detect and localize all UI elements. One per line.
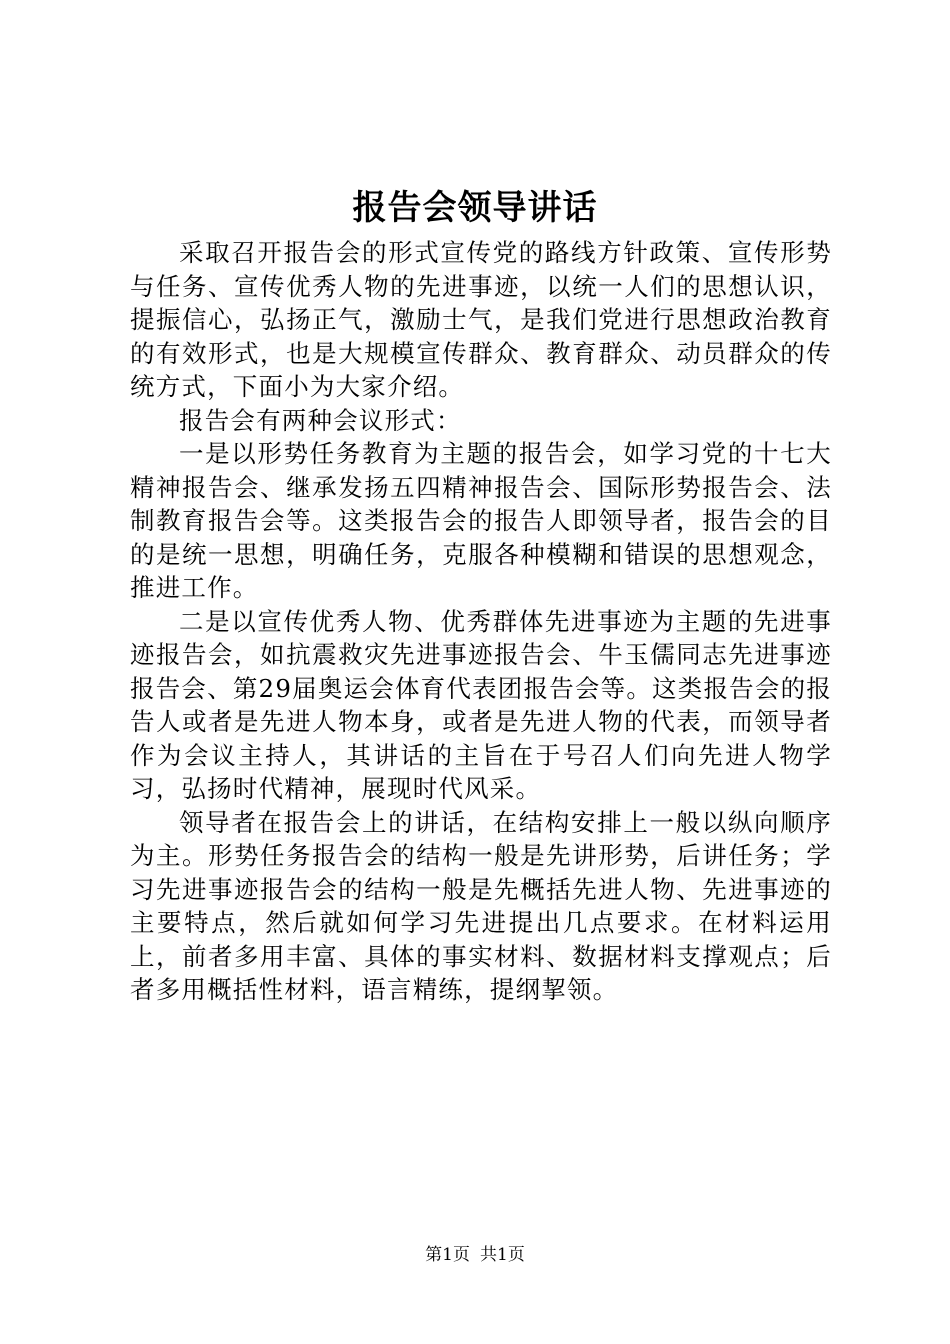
document-body [130,236,832,1007]
paragraph-intro: 采取召开报告会的形式宣传党的路线方针政策、宣传形势与任务、宣传优秀人物的先进事迹，以统一人们的思想认识，提振信心，弘扬正气，激励士气，是我们党进行思想政治教育的有效形式，也是大规模宣传群众、教育群众、动员群众的传统方式，下面小为大家介绍。 [130,238,832,401]
page-number: 第1页 [425,1245,470,1265]
paragraph-form-two: 二是以宣传优秀人物、优秀群体先进事迹为主题的先进事迹报告会，如抗震救灾先进事迹报告会、牛玉儒同志先进事迹报告会、第29届奥运会体育代表团报告会等。这类报告会的报告人或者是先进人物本身，或者是先进人物的代表，而领导者作为会议主持人，其讲话的主旨在于号召人们向先进人物学习，弘扬时代精神，展现时代风采。 [130,606,832,803]
page-total: 共1页 [480,1245,525,1265]
document-title: 报告会领导讲话 [352,188,598,228]
page-footer [0,1243,950,1267]
paragraph-structure: 领导者在报告会上的讲话，在结构安排上一般以纵向顺序为主。形势任务报告会的结构一般是先讲形势，后讲任务；学习先进事迹报告会的结构一般是先概括先进人物、先进事迹的主要特点，然后就如何学习先进提出几点要求。在材料运用上，前者多用丰富、具体的事实材料、数据材料支撑观点；后者多用概括性材料，语言精练，提纲挈领。 [130,807,832,1004]
paragraph-forms: 报告会有两种会议形式： [179,405,462,435]
paragraph-form-one: 一是以形势任务教育为主题的报告会，如学习党的十七大精神报告会、继承发扬五四精神报告会、国际形势报告会、法制教育报告会等。这类报告会的报告人即领导者，报告会的目的是统一思想，明确任务，克服各种模糊和错误的思想观念，推进工作。 [130,439,832,602]
